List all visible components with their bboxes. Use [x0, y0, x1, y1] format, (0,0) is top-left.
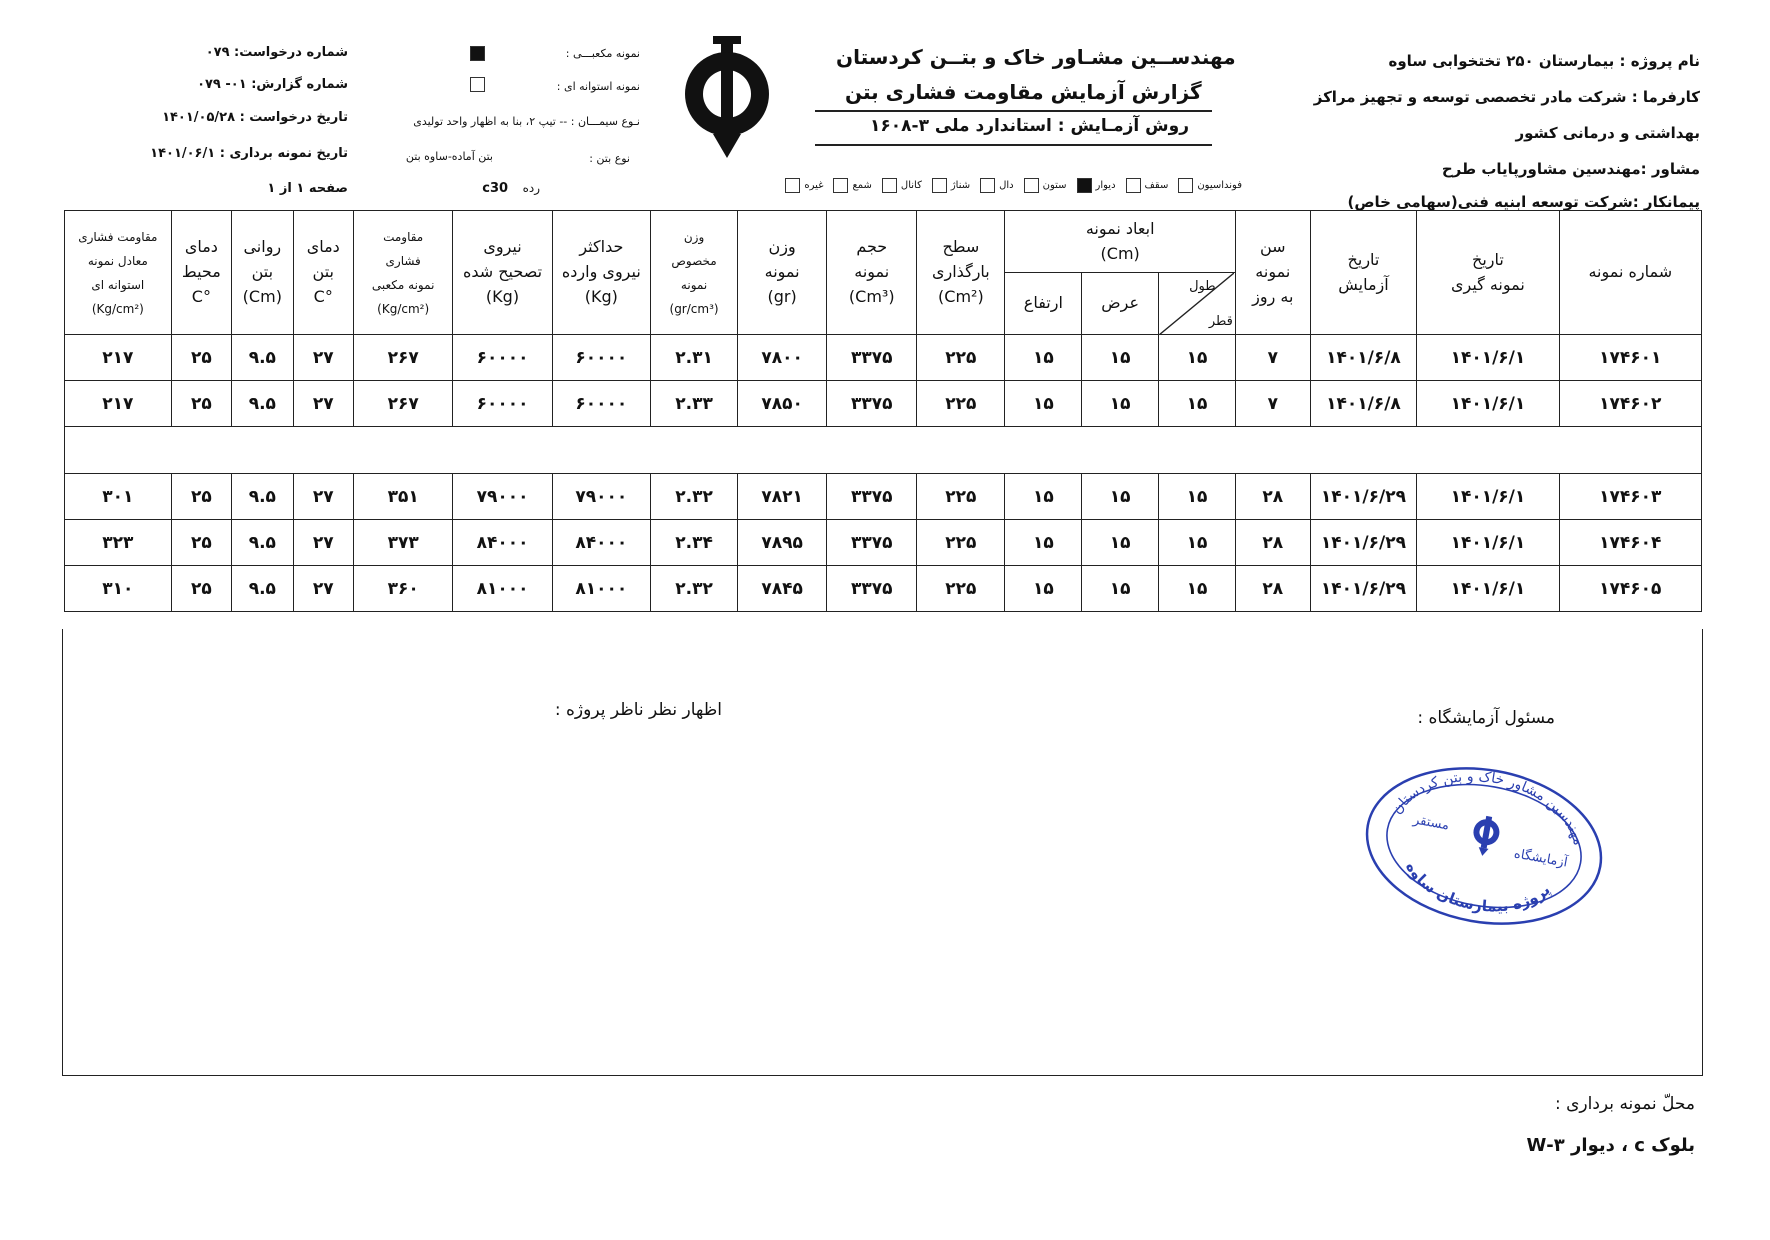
header-line: (Cm³)	[848, 286, 895, 306]
employer-line1: کارفرما : شرکت مادر تخصصی توسعه و تجهیز مراکز	[1313, 88, 1700, 106]
cell-sampling-date: ۱۴۰۱/۶/۱	[1417, 381, 1559, 427]
cell-age: ۷	[1235, 381, 1310, 427]
grade-label: رده	[522, 181, 540, 195]
cell-cylinder-strength: ۳۰۱	[65, 474, 172, 520]
cell-width: ۱۵	[1082, 381, 1159, 427]
contractor: پیمانکار :شرکت توسعه ابنیه فنی(سهامی خاص)	[1347, 193, 1700, 211]
checkbox[interactable]	[1126, 178, 1141, 193]
header-line: نمونه	[764, 262, 800, 282]
header-diameter: قطر	[1208, 313, 1233, 329]
cell-density: ۲.۳۲	[651, 566, 738, 612]
header-line: سن	[1260, 237, 1286, 257]
header-line: مقاومت	[383, 229, 424, 244]
supervisor-label: اظهار نظر ناظر پروژه :	[554, 700, 722, 720]
cell-slump: ۹.۵	[232, 566, 293, 612]
header-line: به روز	[1252, 286, 1294, 306]
page-number: صفحه ۱ از ۱	[267, 181, 348, 196]
element-type-other[interactable]	[785, 178, 823, 193]
cell-weight: ۷۸۰۰	[738, 335, 827, 381]
cell-cube-strength: ۳۵۱	[353, 474, 452, 520]
cylinder-checkbox[interactable]	[470, 77, 485, 92]
cell-sample-no: ۱۷۴۶۰۱	[1559, 335, 1701, 381]
cell-sample-no: ۱۷۴۶۰۲	[1559, 381, 1701, 427]
header-line: وزن	[683, 229, 705, 244]
element-type-column[interactable]	[1024, 178, 1067, 193]
header-ambient-temp	[171, 211, 231, 335]
cell-corrected-force: ۷۹۰۰۰	[453, 474, 552, 520]
cell-ambient-temp: ۲۵	[171, 381, 231, 427]
cement-type-label: نـوع سیمـــان :	[570, 115, 640, 128]
header-width: عرض	[1082, 273, 1159, 335]
cell-cylinder-strength: ۲۱۷	[65, 381, 172, 427]
header-line: حداکثر	[579, 237, 624, 257]
header-line: (Kg)	[485, 286, 520, 306]
header-density	[651, 211, 738, 335]
cell-cylinder-strength: ۲۱۷	[65, 335, 172, 381]
request-number: شماره درخواست: ۰۷۹	[205, 45, 348, 60]
header-line: نمونه مکعبی	[371, 277, 435, 292]
header-line: مقاومت فشاری	[78, 229, 158, 244]
cell-weight: ۷۸۴۵	[738, 566, 827, 612]
checkbox[interactable]	[1024, 178, 1039, 193]
concrete-type-label: نوع بتن :	[589, 152, 630, 165]
project-name: نام پروژه : بیمارستان ۲۵۰ تختخوابی ساوه	[1388, 52, 1700, 70]
consultant: مشاور :مهندسین مشاورپایاب طرح	[1441, 160, 1700, 178]
header-line: آزمایش	[1338, 274, 1389, 294]
header-line: نیروی وارده	[561, 262, 641, 282]
sampling-location-label: محلّ نمونه برداری :	[1554, 1094, 1695, 1114]
header-sample-no: شماره نمونه	[1559, 211, 1701, 335]
cell-load-area: ۲۲۵	[917, 474, 1005, 520]
cell-height: ۱۵	[1005, 474, 1082, 520]
element-type-wall[interactable]	[1077, 178, 1116, 193]
cell-corrected-force: ۶۰۰۰۰	[453, 335, 552, 381]
header-line: تاریخ	[1471, 249, 1504, 269]
cell-width: ۱۵	[1082, 520, 1159, 566]
cell-density: ۲.۳۲	[651, 474, 738, 520]
cell-max-force: ۶۰۰۰۰	[552, 381, 650, 427]
cell-test-date: ۱۴۰۱/۶/۸	[1310, 381, 1417, 427]
cell-test-date: ۱۴۰۱/۶/۲۹	[1310, 474, 1417, 520]
results-table	[64, 210, 1702, 612]
sampling-date: تاریخ نمونه برداری : ۱۴۰۱/۰۶/۱	[150, 146, 348, 161]
cell-slump: ۹.۵	[232, 474, 293, 520]
cell-ambient-temp: ۲۵	[171, 566, 231, 612]
header-line: تصحیح شده	[462, 262, 543, 282]
cell-ambient-temp: ۲۵	[171, 520, 231, 566]
header-age	[1235, 211, 1310, 335]
header-load-area	[917, 211, 1005, 335]
report-title: گزارش آزمایش مقاومت فشاری بتن	[845, 80, 1202, 104]
element-type-label: شمع	[852, 180, 872, 191]
header-test-date	[1310, 211, 1417, 335]
cell-load-area: ۲۲۵	[917, 381, 1005, 427]
report-number: شماره گزارش: ۰۱- ۰۷۹	[197, 77, 348, 92]
cell-cube-strength: ۲۶۷	[353, 335, 452, 381]
header-line: (Cm)	[1100, 243, 1140, 263]
header-dimensions	[1005, 211, 1235, 273]
cell-test-date: ۱۴۰۱/۶/۸	[1310, 335, 1417, 381]
header-line: نیروی	[483, 237, 522, 257]
header-height: ارتفاع	[1005, 273, 1082, 335]
header-line: روانی	[243, 237, 282, 257]
element-type-label: سقف	[1144, 180, 1169, 191]
header-cylinder-strength	[65, 211, 172, 335]
cell-ambient-temp: ۲۵	[171, 474, 231, 520]
stamp-logo	[1469, 814, 1502, 858]
cell-concrete-temp: ۲۷	[293, 335, 353, 381]
header-length: طول	[1189, 279, 1216, 294]
element-type-channel[interactable]	[882, 178, 922, 193]
checkbox[interactable]	[932, 178, 947, 193]
header-line: (Kg/cm²)	[91, 301, 144, 316]
cell-load-area: ۲۲۵	[917, 520, 1005, 566]
employer-line2: بهداشتی و درمانی کشور	[1515, 124, 1700, 142]
header-line: (gr)	[767, 286, 797, 306]
cell-test-date: ۱۴۰۱/۶/۲۹	[1310, 520, 1417, 566]
cell-height: ۱۵	[1005, 520, 1082, 566]
element-type-foundation[interactable]	[1178, 178, 1242, 193]
table-row	[65, 566, 1702, 612]
cell-corrected-force: ۶۰۰۰۰	[453, 381, 552, 427]
method-underline	[815, 144, 1212, 146]
element-type-pile[interactable]	[833, 178, 871, 193]
header-line: (Cm²)	[938, 286, 984, 306]
element-type-ceiling[interactable]	[1126, 178, 1169, 193]
table-row	[65, 520, 1702, 566]
cell-volume: ۳۳۷۵	[827, 381, 917, 427]
header-line: نمونه	[1255, 262, 1291, 282]
checkbox[interactable]	[1178, 178, 1193, 193]
cell-volume: ۳۳۷۵	[827, 474, 917, 520]
cell-max-force: ۶۰۰۰۰	[552, 335, 650, 381]
cell-width: ۱۵	[1082, 335, 1159, 381]
header-line: (gr/cm³)	[669, 301, 719, 316]
cell-ambient-temp: ۲۵	[171, 335, 231, 381]
header-line: دمای	[184, 237, 218, 257]
cell-cube-strength: ۳۷۳	[353, 520, 452, 566]
header-weight	[738, 211, 827, 335]
cell-sample-no: ۱۷۴۶۰۳	[1559, 474, 1701, 520]
header-line: نمونه	[680, 277, 708, 292]
cell-sampling-date: ۱۴۰۱/۶/۱	[1417, 520, 1559, 566]
header-line: حجم	[856, 237, 888, 257]
cell-sample-no: ۱۷۴۶۰۵	[1559, 566, 1701, 612]
cement-type	[413, 115, 640, 128]
company-logo	[677, 36, 777, 160]
element-type-label: دیوار	[1095, 180, 1116, 191]
header-slump	[232, 211, 293, 335]
cell-weight: ۷۸۹۵	[738, 520, 827, 566]
checkbox[interactable]	[1077, 178, 1092, 193]
header-line: (Kg/cm²)	[377, 301, 430, 316]
cell-cylinder-strength: ۳۲۳	[65, 520, 172, 566]
checkbox[interactable]	[833, 178, 848, 193]
cement-type-value: -- تیپ ۲، بنا به اظهار واحد تولیدی	[413, 115, 568, 128]
rows-28-day	[65, 474, 1702, 612]
grade	[482, 181, 540, 196]
element-type-label: کانال	[900, 180, 922, 191]
checkbox[interactable]	[785, 178, 800, 193]
header-line: °C	[313, 286, 333, 306]
header-length-diameter	[1159, 273, 1236, 335]
element-type-label: فونداسیون	[1197, 180, 1242, 191]
header-line: محیط	[181, 262, 221, 282]
cell-volume: ۳۳۷۵	[827, 566, 917, 612]
cell-length: ۱۵	[1159, 474, 1236, 520]
header-cube-strength	[353, 211, 452, 335]
cell-age: ۲۸	[1235, 520, 1310, 566]
cell-density: ۲.۳۱	[651, 335, 738, 381]
cube-sample-label: نمونه مکعبـــی :	[565, 47, 640, 60]
cell-volume: ۳۳۷۵	[827, 520, 917, 566]
header-concrete-temp	[293, 211, 353, 335]
header-corrected-force	[453, 211, 552, 335]
element-type-label: شناژ	[950, 180, 971, 191]
cell-width: ۱۵	[1082, 566, 1159, 612]
cell-cube-strength: ۲۶۷	[353, 381, 452, 427]
cell-concrete-temp: ۲۷	[293, 520, 353, 566]
header-line: (Kg)	[584, 286, 618, 306]
concrete-type-value: بتن آماده-ساوه بتن	[405, 150, 493, 163]
header-line: وزن	[768, 237, 796, 257]
cell-age: ۷	[1235, 335, 1310, 381]
header-line: مخصوص	[671, 253, 717, 268]
cell-max-force: ۸۱۰۰۰	[552, 566, 650, 612]
element-type-label: دال	[999, 180, 1014, 191]
cell-max-force: ۷۹۰۰۰	[552, 474, 650, 520]
cell-height: ۱۵	[1005, 566, 1082, 612]
checkbox[interactable]	[882, 178, 897, 193]
cell-age: ۲۸	[1235, 474, 1310, 520]
cell-length: ۱۵	[1159, 566, 1236, 612]
cell-load-area: ۲۲۵	[917, 566, 1005, 612]
cell-density: ۲.۳۳	[651, 381, 738, 427]
header-line: استوانه ای	[91, 277, 145, 292]
request-date: تاریخ درخواست : ۱۴۰۱/۰۵/۲۸	[162, 110, 348, 125]
cylinder-sample-label: نمونه استوانه ای :	[556, 80, 640, 93]
header-line: (Cm)	[242, 286, 282, 306]
spacer-row	[65, 427, 1702, 474]
sampling-location-value: بلوک c ، دیوار ۳-W	[1526, 1135, 1695, 1156]
header-line: تاریخ	[1347, 249, 1380, 269]
element-type-slab[interactable]	[980, 178, 1014, 193]
stamp-outer-text: مهندسین مشاور خاک و بتن کردستان	[1388, 768, 1587, 848]
company-name: مهندســین مشـاور خاک و بتــن کردستان	[836, 45, 1236, 69]
cell-cylinder-strength: ۳۱۰	[65, 566, 172, 612]
element-type-label: ستون	[1042, 180, 1067, 191]
cell-sample-no: ۱۷۴۶۰۴	[1559, 520, 1701, 566]
header-sampling-date	[1417, 211, 1559, 335]
cell-max-force: ۸۴۰۰۰	[552, 520, 650, 566]
rows-7-day	[65, 335, 1702, 427]
cube-checkbox[interactable]	[470, 46, 485, 61]
cell-age: ۲۸	[1235, 566, 1310, 612]
element-type-beam[interactable]	[932, 178, 970, 193]
cell-width: ۱۵	[1082, 474, 1159, 520]
cell-length: ۱۵	[1159, 335, 1236, 381]
cell-length: ۱۵	[1159, 520, 1236, 566]
table-row	[65, 474, 1702, 520]
header-line: معادل نمونه	[87, 253, 148, 268]
cell-concrete-temp: ۲۷	[293, 474, 353, 520]
cell-height: ۱۵	[1005, 335, 1082, 381]
checkbox[interactable]	[980, 178, 995, 193]
header-line: دمای	[306, 237, 340, 257]
header-line: فشاری	[385, 253, 421, 268]
header-line: نمونه گیری	[1450, 274, 1525, 294]
cell-test-date: ۱۴۰۱/۶/۲۹	[1310, 566, 1417, 612]
cell-corrected-force: ۸۱۰۰۰	[453, 566, 552, 612]
table-row	[65, 335, 1702, 381]
spacer-section	[65, 427, 1702, 474]
header-line: بتن	[251, 262, 274, 282]
header-max-force	[552, 211, 650, 335]
element-type-row	[775, 178, 1242, 193]
cell-volume: ۳۳۷۵	[827, 335, 917, 381]
title-underline	[815, 110, 1212, 112]
cell-sampling-date: ۱۴۰۱/۶/۱	[1417, 335, 1559, 381]
cell-sampling-date: ۱۴۰۱/۶/۱	[1417, 474, 1559, 520]
cell-weight: ۷۸۲۱	[738, 474, 827, 520]
cell-slump: ۹.۵	[232, 381, 293, 427]
cell-concrete-temp: ۲۷	[293, 566, 353, 612]
lab-manager-label: مسئول آزمایشگاه :	[1417, 708, 1555, 728]
header-line: ابعاد نمونه	[1085, 218, 1155, 238]
cell-length: ۱۵	[1159, 381, 1236, 427]
cell-height: ۱۵	[1005, 381, 1082, 427]
cell-slump: ۹.۵	[232, 520, 293, 566]
stamp-mid-text: مستقر	[1412, 812, 1451, 834]
header-line: سطح	[942, 237, 980, 257]
header-line: بتن	[312, 262, 334, 282]
cell-load-area: ۲۲۵	[917, 335, 1005, 381]
stamp-bottom-text: پروژه بیمارستان ساوه	[1402, 858, 1554, 916]
header-line: بارگذاری	[931, 262, 990, 282]
header-line: °C	[191, 286, 211, 306]
stamp-lab-text: آزمایشگاه	[1512, 846, 1569, 871]
element-type-label: غیره	[804, 180, 824, 191]
cell-density: ۲.۳۴	[651, 520, 738, 566]
cell-cube-strength: ۳۶۰	[353, 566, 452, 612]
table-row	[65, 381, 1702, 427]
header-volume	[827, 211, 917, 335]
header-line: نمونه	[854, 262, 890, 282]
cell-concrete-temp: ۲۷	[293, 381, 353, 427]
cell-sampling-date: ۱۴۰۱/۶/۱	[1417, 566, 1559, 612]
cell-weight: ۷۸۵۰	[738, 381, 827, 427]
cell-corrected-force: ۸۴۰۰۰	[453, 520, 552, 566]
grade-value: c30	[482, 181, 509, 196]
cell-slump: ۹.۵	[232, 335, 293, 381]
test-method: روش آزمـایش : استاندارد ملی ۳-۱۶۰۸	[870, 116, 1189, 136]
